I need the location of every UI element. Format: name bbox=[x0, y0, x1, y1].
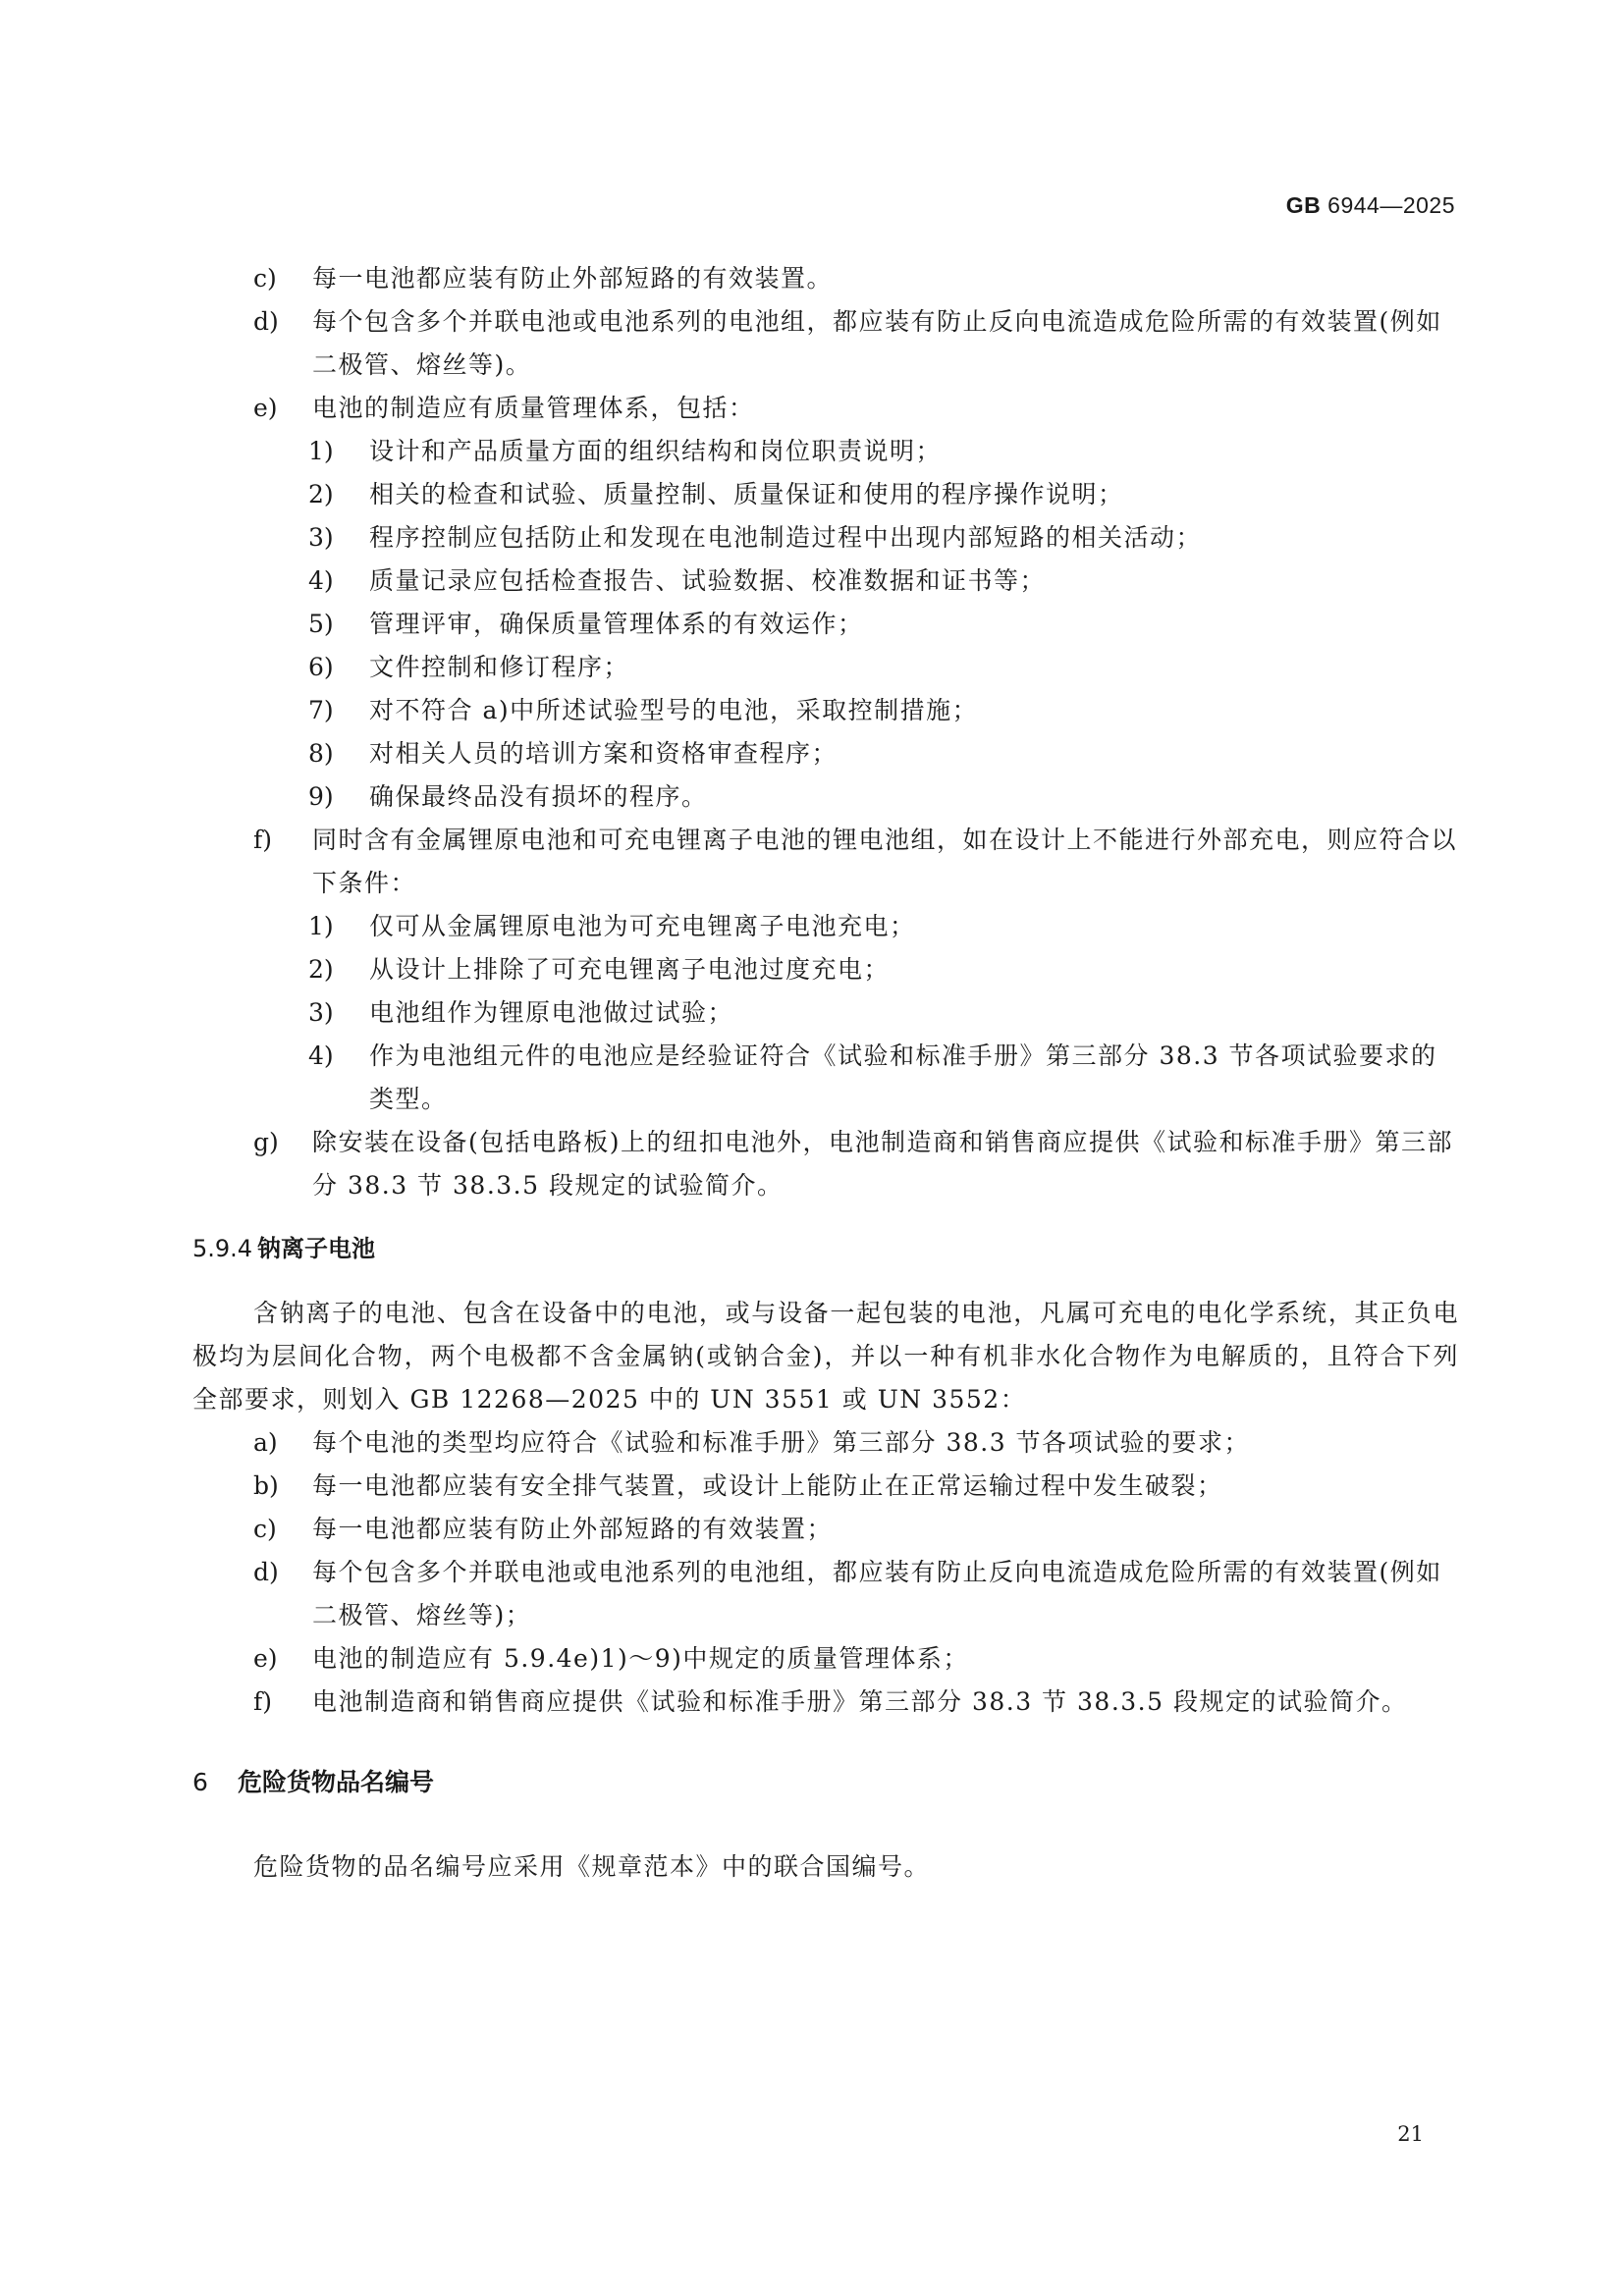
sub-item-text: 仅可从金属锂原电池为可充电锂离子电池充电； bbox=[369, 912, 916, 940]
sub-marker: 4) bbox=[308, 566, 334, 595]
sub-item-e6 bbox=[192, 646, 1459, 689]
sub-item-text: 文件控制和修订程序； bbox=[369, 653, 630, 681]
list-item-d bbox=[192, 300, 1459, 387]
sub-item-text: 对不符合 a)中所述试验型号的电池，采取控制措施； bbox=[369, 696, 979, 724]
list-item-text: 电池的制造应有 5.9.4e)1)～9)中规定的质量管理体系； bbox=[312, 1644, 969, 1673]
sub-item-text: 质量记录应包括检查报告、试验数据、校准数据和证书等； bbox=[369, 566, 1047, 595]
sub-item-text: 电池组作为锂原电池做过试验； bbox=[369, 998, 734, 1027]
sub-marker: 5) bbox=[308, 610, 334, 638]
page-header bbox=[1286, 192, 1455, 219]
sub-marker: 7) bbox=[308, 696, 334, 724]
document-body bbox=[192, 257, 1459, 1889]
sub-item-text: 对相关人员的培训方案和资格审查程序； bbox=[369, 739, 839, 768]
sub-item-text: 从设计上排除了可充电锂离子电池过度充电； bbox=[369, 955, 891, 984]
list-marker: b) bbox=[253, 1471, 279, 1500]
section-number: 5.9.4 bbox=[192, 1235, 253, 1262]
sub-item-f3 bbox=[192, 991, 1459, 1035]
sub-item-text: 相关的检查和试验、质量控制、质量保证和使用的程序操作说明； bbox=[369, 480, 1124, 508]
sub-item-e8 bbox=[192, 732, 1459, 775]
sub-marker: 6) bbox=[308, 653, 334, 681]
list-item-text: 同时含有金属锂原电池和可充电锂离子电池的锂电池组，如在设计上不能进行外部充电，则应符合以下条件： bbox=[312, 826, 1458, 897]
list-item-text: 每一电池都应装有安全排气装置，或设计上能防止在正常运输过程中发生破裂； bbox=[312, 1471, 1223, 1500]
section-intro-paragraph: 含钠离子的电池、包含在设备中的电池，或与设备一起包装的电池，凡属可充电的电化学系统，其正负电极均为层间化合物，两个电极都不含金属钠(或钠合金)，并以一种有机非水化合物作为电解质的，且符合下列全部要求，则划入 GB 12268—2025 中的 UN 3551 或 UN 3552： bbox=[192, 1299, 1459, 1414]
list-item-text: 每个包含多个并联电池或电池系列的电池组，都应装有防止反向电流造成危险所需的有效装置(例如二极管、熔丝等)。 bbox=[312, 307, 1442, 379]
list-item-text: 每个包含多个并联电池或电池系列的电池组，都应装有防止反向电流造成危险所需的有效装置(例如二极管、熔丝等)； bbox=[312, 1558, 1442, 1629]
list-item-text: 每一电池都应装有防止外部短路的有效装置； bbox=[312, 1515, 834, 1543]
section-title: 钠离子电池 bbox=[257, 1235, 375, 1262]
list-item-b bbox=[192, 1465, 1459, 1508]
list-item-f bbox=[192, 1681, 1459, 1724]
sub-item-text: 确保最终品没有损坏的程序。 bbox=[369, 782, 708, 811]
list-item-g bbox=[192, 1121, 1459, 1207]
list-marker: e) bbox=[253, 394, 278, 422]
section-number: 6 bbox=[192, 1768, 208, 1796]
sub-item-text: 程序控制应包括防止和发现在电池制造过程中出现内部短路的相关活动； bbox=[369, 523, 1203, 552]
sub-marker: 2) bbox=[308, 955, 334, 984]
sub-marker: 4) bbox=[308, 1041, 334, 1070]
list-item-text: 电池制造商和销售商应提供《试验和标准手册》第三部分 38.3 节 38.3.5 段规定的试验简介。 bbox=[312, 1687, 1408, 1716]
sub-marker: 8) bbox=[308, 739, 334, 768]
sub-item-text: 设计和产品质量方面的组织结构和岗位职责说明； bbox=[369, 437, 943, 465]
list-marker: c) bbox=[253, 264, 277, 293]
list-item-c bbox=[192, 257, 1459, 300]
standard-prefix: GB bbox=[1285, 192, 1322, 218]
sub-item-e9 bbox=[192, 775, 1459, 819]
section-heading-5-9-4 bbox=[192, 1227, 1459, 1270]
sub-item-e1 bbox=[192, 430, 1459, 473]
sub-item-e2 bbox=[192, 473, 1459, 516]
sub-marker: 1) bbox=[308, 912, 334, 940]
section-6-paragraph: 危险货物的品名编号应采用《规章范本》中的联合国编号。 bbox=[253, 1852, 931, 1881]
list-item-e bbox=[192, 387, 1459, 430]
sub-item-f2 bbox=[192, 948, 1459, 991]
sub-marker: 2) bbox=[308, 480, 334, 508]
list-item-text: 电池的制造应有质量管理体系，包括： bbox=[312, 394, 755, 422]
list-marker: e) bbox=[253, 1644, 278, 1673]
sub-item-e4 bbox=[192, 560, 1459, 603]
section-title: 危险货物品名编号 bbox=[238, 1768, 435, 1796]
sub-item-f1 bbox=[192, 905, 1459, 948]
list-marker: d) bbox=[253, 307, 279, 336]
standard-code: 6944—2025 bbox=[1327, 192, 1455, 218]
list-item-f bbox=[192, 819, 1459, 905]
page-number: 21 bbox=[1397, 2122, 1424, 2146]
list-item-c bbox=[192, 1508, 1459, 1551]
sub-item-f4 bbox=[192, 1035, 1459, 1121]
list-marker: f) bbox=[253, 1687, 273, 1716]
sub-item-e7 bbox=[192, 689, 1459, 732]
list-marker: a) bbox=[253, 1428, 278, 1457]
list-marker: f) bbox=[253, 826, 273, 854]
list-item-e bbox=[192, 1637, 1459, 1681]
sub-item-e5 bbox=[192, 603, 1459, 646]
sub-item-text: 作为电池组元件的电池应是经验证符合《试验和标准手册》第三部分 38.3 节各项试验要求的类型。 bbox=[369, 1041, 1437, 1113]
sub-item-e3 bbox=[192, 516, 1459, 560]
sub-marker: 9) bbox=[308, 782, 334, 811]
list-item-text: 除安装在设备(包括电路板)上的纽扣电池外，电池制造商和销售商应提供《试验和标准手册》第三部分 38.3 节 38.3.5 段规定的试验简介。 bbox=[312, 1128, 1454, 1200]
list-item-text: 每个电池的类型均应符合《试验和标准手册》第三部分 38.3 节各项试验的要求； bbox=[312, 1428, 1251, 1457]
sub-marker: 1) bbox=[308, 437, 334, 465]
list-item-d bbox=[192, 1551, 1459, 1637]
list-marker: g) bbox=[253, 1128, 279, 1156]
list-marker: c) bbox=[253, 1515, 277, 1543]
list-item-text: 每一电池都应装有防止外部短路的有效装置。 bbox=[312, 264, 834, 293]
section-heading-6 bbox=[192, 1761, 1459, 1804]
list-marker: d) bbox=[253, 1558, 279, 1586]
list-item-a bbox=[192, 1421, 1459, 1465]
sub-marker: 3) bbox=[308, 523, 334, 552]
sub-marker: 3) bbox=[308, 998, 334, 1027]
sub-item-text: 管理评审，确保质量管理体系的有效运作； bbox=[369, 610, 864, 638]
